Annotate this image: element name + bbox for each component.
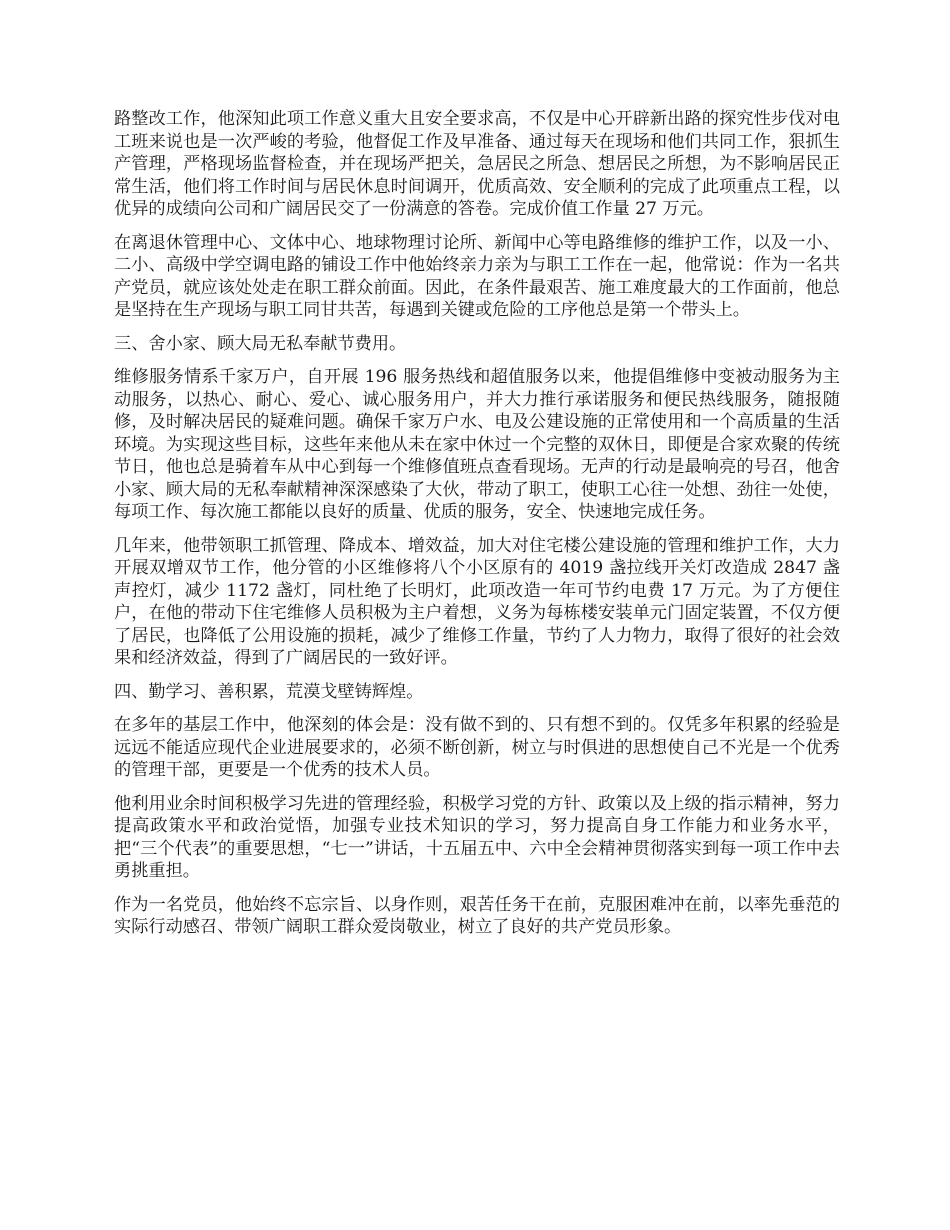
paragraph-6: 他利用业余时间积极学习先进的管理经验，积极学习党的方针、政策以及上级的指示精神，努力提高政策水平和政治觉悟，加强专业技术知识的学习，努力提高自身工作能力和业务水平，把“三个代表”的重要思想，“七一”讲话，十五届五中、六中全会精神贯彻落实到每一项工作中去勇挑重担。	[114, 793, 840, 881]
paragraph-1: 路整改工作，他深知此项工作意义重大且安全要求高，不仅是中心开辟新出路的探究性步伐对电工班来说也是一次严峻的考验，他督促工作及早准备、通过每天在现场和他们共同工作，狠抓生产管理，严格现场监督检查，并在现场严把关，急居民之所急、想居民之所想，为不影响居民正常生活，他们将工作时间与居民休息时间调开，优质高效、安全顺利的完成了此项重点工程，以优异的成绩向公司和广阔居民交了一份满意的答卷。完成价值工作量 27 万元。	[114, 109, 840, 219]
paragraph-5: 在多年的基层工作中，他深刻的体会是：没有做不到的、只有想不到的。仅凭多年积累的经验是远远不能适应现代企业进展要求的，必须不断创新，树立与时俱进的思想使自己不光是一个优秀的管理干部，更要是一个优秀的技术人员。	[114, 715, 840, 780]
paragraph-7: 作为一名党员，他始终不忘宗旨、以身作则，艰苦任务干在前，克服困难冲在前，以率先垂范的实际行动感召、带领广阔职工群众爱岗敬业，树立了良好的共产党员形象。	[114, 894, 840, 937]
paragraph-3: 维修服务情系千家万户，自开展 196 服务热线和超值服务以来，他提倡维修中变被动服务为主动服务，以热心、耐心、爱心、诚心服务用户，并大力推行承诺服务和便民热线服务，随报随修，及时解决居民的疑难问题。确保千家万户水、电及公建设施的正常使用和一个高质量的生活环境。为实现这些目标，这些年来他从未在家中休过一个完整的双休日，即便是合家欢聚的传统节日，他也总是骑着车从中心到每一个维修值班点查看现场。无声的行动是最响亮的号召，他舍小家、顾大局的无私奉献精神深深感染了大伙，带动了职工，使职工心往一处想、劲往一处使，每项工作、每次施工都能以良好的质量、优质的服务，安全、快速地完成任务。	[114, 367, 840, 522]
section-heading-4: 四、勤学习、善积累，荒漠戈壁铸辉煌。	[114, 681, 424, 702]
paragraph-2: 在离退休管理中心、文体中心、地球物理讨论所、新闻中心等电路维修的维护工作，以及一小、二小、高级中学空调电路的铺设工作中他始终亲力亲为与职工工作在一起，他常说：作为一名共产党员，就应该处处走在职工群众前面。因此，在条件最艰苦、施工难度最大的工作面前，他总是坚持在生产现场与职工同甘共苦，每遇到关键或危险的工序他总是第一个带头上。	[114, 232, 840, 320]
section-heading-3: 三、舍小家、顾大局无私奉献节费用。	[114, 333, 407, 354]
paragraph-4: 几年来，他带领职工抓管理、降成本、增效益，加大对住宅楼公建设施的管理和维护工作，大力开展双增双节工作，他分管的小区维修将八个小区原有的 4019 盏拉线开关灯改造成 2847 盏声控灯，减少 1172 盏灯，同杜绝了长明灯，此项改造一年可节约电费 17 万元。为了方便住户，在他的带动下住宅维修人员积极为主户着想，义务为每栋楼安装单元门固定装置，不仅方便了居民，也降低了公用设施的损耗，减少了维修工作量，节约了人力物力，取得了很好的社会效果和经济效益，得到了广阔居民的一致好评。	[114, 535, 840, 668]
document-page	[114, 108, 840, 950]
